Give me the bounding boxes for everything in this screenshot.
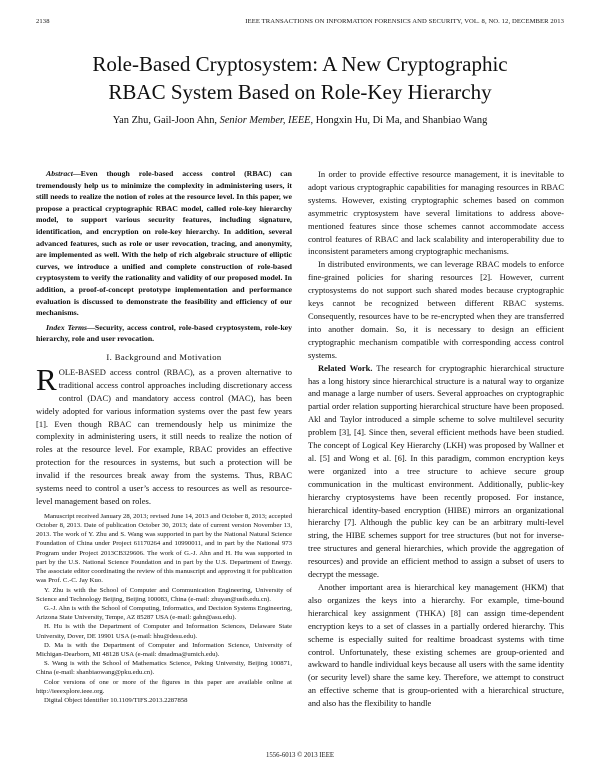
abstract [36, 168, 292, 319]
index-terms-lead: Index Terms [46, 322, 88, 332]
drop-cap: R [36, 361, 57, 397]
footnote-affiliation: Y. Zhu is with the School of Computer and Communication Engineering, University of Science and Technology Beijing, Beijing 100083, China (e-mail: zhuyan@ustb.edu.cn). [36, 586, 292, 603]
left-column [36, 168, 292, 705]
author-membership: Senior Member, IEEE [219, 115, 311, 126]
related-work-text: The research for cryptographic hierarchical structure has a long history since hierarchical structure is a natural way to organize and manage a large number of users. Several approaches on cryptographic partial order relation supporting hierarchical structure have been proposed. Akl and Taylor introduced a simple scheme to solve multilevel security problem [3], [4]. Since then, several efficient methods have been studied. The concept of Logical Key Hierarchy (LKH) was proposed by Wallner et al. [5] and Wong et al. [6]. In this paradigm, common encryption keys were organized into a tree structure to achieve secure group communication in the multicast environment. Additionally, public-key hierarchy cryptosystems have been recently proposed. For instance, hierarchical identity-based encryption (HIBE) mirrors an organizational hierarchy [7]. Although the public key can be an arbitrary multi-level string, the HIBE schemes support for tree structures (but not for inverse-tree structures and general hierarchies, which provide the aggregation of resources) and provide an efficient method to assign a subset of users to decrypt the message. [308, 362, 564, 580]
paper-title [40, 50, 560, 106]
related-work-heading: Related Work. [318, 362, 373, 373]
page-number: 2138 [36, 18, 50, 25]
right-column [308, 168, 564, 710]
footnote-affiliation: S. Wang is with the School of Mathematics Science, Peking University, Beijing 100871, China (e-mail: shanbiaowang@pku.edu.cn). [36, 660, 292, 677]
author-names-continued: , Hongxin Hu, Di Ma, and Shanbiao Wang [310, 115, 488, 126]
page-footer: 1556-6013 © 2013 IEEE [265, 752, 335, 759]
section-heading: I. Background and Motivation [106, 351, 222, 362]
abstract-lead: Abstract [46, 169, 73, 178]
footnotes [36, 512, 292, 705]
footnote-color-versions: Color versions of one or more of the figures in this paper are available online at http://ieeexplore.ieee.org. [36, 678, 292, 695]
running-header [36, 18, 564, 30]
author-list [40, 115, 560, 127]
journal-name: IEEE TRANSACTIONS ON INFORMATION FORENSICS AND SECURITY, VOL. 8, NO. 12, DECEMBER 2013 [245, 18, 564, 25]
footnote-affiliation: H. Hu is with the Department of Computer and Information Sciences, Delaware State University, Dover, DE 19901 USA (e-mail: hhu@desu.edu). [36, 623, 292, 640]
footnote-doi: Digital Object Identifier 10.1109/TIFS.2013.2287858 [44, 696, 188, 704]
title-line-2: RBAC System Based on Role-Key Hierarchy [108, 80, 492, 104]
related-work-paragraph [308, 362, 564, 581]
footnote-affiliation: G.-J. Ahn is with the School of Computing, Informatics, and Decision Systems Engineering, Arizona State University, Tempe, AZ 85287 USA (e-mail: gahn@asu.edu). [36, 604, 292, 622]
index-terms-text: —Security, access control, role-based cryptosystem, role-key hierarchy, role and user revocation. [36, 322, 293, 344]
intro-paragraph [36, 361, 292, 508]
footnote-affiliation: D. Ma is with the Department of Computer and Information Science, University of Michigan-Dearborn, MI 48128 USA (e-mail: dmadma@umich.edu). [36, 641, 292, 658]
author-names: Yan Zhu, Gail-Joon Ahn, [112, 115, 220, 126]
index-terms [36, 322, 292, 345]
footnote-manuscript: Manuscript received January 28, 2013; revised June 14, 2013 and October 8, 2013; accepted October 8, 2013. Date of publication October 30, 2013; date of current version November 13, 2013. The work of Y. Zhu and S. Wang was supported in part by the National Natural Science Foundation of China under Project 61170264 and 10990011, and in part by the National 973 Program under Project 2013CB329606. The work of G.-J. Ahn and H. Hu was supported in part by the U.S. National Science Foundation and in part by the U.S. Department of Energy. The associate editor coordinating the review of this manuscript and approving it for publication was Prof. C.-C. Jay Kuo. [36, 512, 292, 585]
title-line-1: Role-Based Cryptosystem: A New Cryptographic [92, 52, 508, 76]
abstract-text: —Even though role-based access control (RBAC) can tremendously help us to minimize the complexity in administering users, it still needs to realize the notion of roles at the resource level. In this paper, we propose a practical cryptographic RBAC model, called role-key hierarchy model, to support various security features, including signature, identification, and encryption on role-key hierarchy. In addition, several advanced features, such as role or user revocation, tracing, and anonymity, are implemented as well. With the help of rich algebraic structure of elliptic curves, we introduce a unified and complete construction of role-based cryptosystem to verify the rationality and validity of our proposed model. In addition, a proof-of-concept prototype implementation and performance evaluation is discussed to demonstrate the feasibility and efficiency of our mechanisms. [36, 169, 292, 318]
body-paragraph: In order to provide effective resource management, it is inevitable to adopt various cryptographic capabilities for managing resources in RBAC systems. However, existing cryptographic schemes based on common asymmetric cryptosystem have several limitations to address above-mentioned features since those schemes cannot accommodate access control features of RBAC and lack scalability and interoperability due to inconsistent parameters among cryptographic mechanisms. [308, 169, 564, 257]
body-paragraph: In distributed environments, we can leverage RBAC models to enforce fine-grained policies for sharing resources [2]. However, current cryptosystems do not support such shared modes because cryptographic keys cannot be recognized between different RBAC systems. Consequently, resources have to be re-encrypted when they are transferred into another domain. So, it is necessary to design an efficient cryptographic mechanism compatible with corresponding access control systems. [308, 259, 564, 360]
intro-text: OLE-BASED access control (RBAC), as a proven alternative to traditional access control approaches including discretionary access control (DAC) and mandatory access control (MAC), has been widely adopted for various information systems over the past few years [1]. Even though RBAC can tremendously help us minimize the complexity in administering users, it still needs to realize the notion of roles at the resource level. For example, RBAC provides an effective protection for the resources in systems, but such a protection will be invalid if the resources break away from the systems. Thus, RBAC systems need to control a user’s access to resources as well as resource-level management based on roles. [36, 366, 292, 506]
body-paragraph: Another important area is hierarchical key management (HKM) that also organizes the keys into a hierarchy. For example, time-bound hierarchical key assignment (THKA) [8] can assign time-dependent encryption keys to a set of classes in a partially ordered hierarchy. This scheme is especially suited for realtime broadcast systems with time control. Unfortunately, these existing schemes are group-oriented and awkward to handle individual keys because all users with the same identity (or security level) share the same key. Therefore, we attempt to construct an effective scheme that is group-oriented with a hierarchical structure, and also has the flexibility to handle [308, 582, 564, 709]
